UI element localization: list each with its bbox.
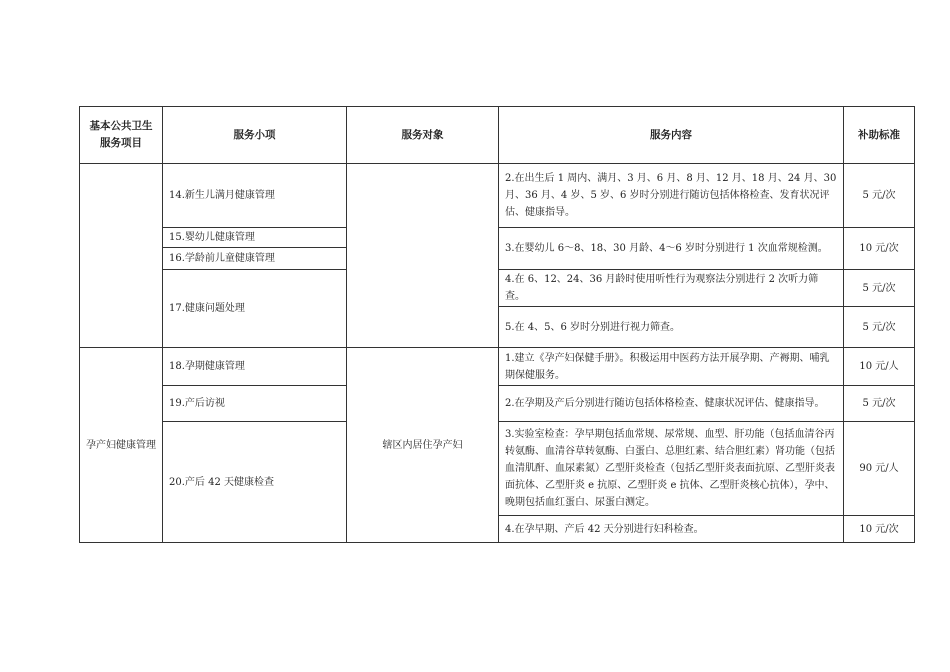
project-cell-children	[80, 164, 163, 348]
subitem-18: 18.孕期健康管理	[163, 348, 347, 386]
subsidy-cell: 90 元/人	[844, 422, 915, 516]
target-cell-children	[347, 164, 499, 348]
subsidy-cell: 5 元/次	[844, 164, 915, 228]
table-row	[80, 348, 915, 386]
subitem-15: 15.婴幼儿健康管理	[163, 228, 347, 248]
content-cell: 5.在 4、5、6 岁时分别进行视力筛查。	[499, 307, 844, 348]
content-cell: 3.在婴幼儿 6～8、18、30 月龄、4～6 岁时分别进行 1 次血常规检测。	[499, 228, 844, 270]
content-cell: 2.在出生后 1 周内、满月、3 月、6 月、8 月、12 月、18 月、24 月、30 月、36 月、4 岁、5 岁、6 岁时分别进行随访包括体格检查、发育状况评估、健康指导。	[499, 164, 844, 228]
project-cell-maternal: 孕产妇健康管理	[80, 348, 163, 543]
table-row	[80, 164, 915, 228]
content-cell: 4.在孕早期、产后 42 天分别进行妇科检查。	[499, 516, 844, 543]
header-subitem: 服务小项	[163, 107, 347, 164]
target-cell-maternal: 辖区内居住孕产妇	[347, 348, 499, 543]
subitem-19: 19.产后访视	[163, 386, 347, 422]
subsidy-cell: 10 元/次	[844, 516, 915, 543]
content-cell: 3.实验室检查：孕早期包括血常规、尿常规、血型、肝功能（包括血清谷丙转氨酶、血清谷草转氨酶、白蛋白、总胆红素、结合胆红素）肾功能（包括血清肌酐、血尿素氮）乙型肝炎检查（包括乙型肝炎表面抗原、乙型肝炎表面抗体、乙型肝炎 e 抗原、乙型肝炎 e 抗体、乙型肝炎核心抗体），孕中、晚期包括血红蛋白、尿蛋白测定。	[499, 422, 844, 516]
subsidy-cell: 5 元/次	[844, 270, 915, 307]
subitem-20: 20.产后 42 天健康检查	[163, 422, 347, 543]
header-subsidy: 补助标准	[844, 107, 915, 164]
subitem-14: 14.新生儿满月健康管理	[163, 164, 347, 228]
content-cell: 4.在 6、12、24、36 月龄时使用听性行为观察法分别进行 2 次听力筛查。	[499, 270, 844, 307]
subitem-16: 16.学龄前儿童健康管理	[163, 248, 347, 270]
service-table	[79, 106, 915, 543]
subitem-17: 17.健康问题处理	[163, 270, 347, 348]
header-content: 服务内容	[499, 107, 844, 164]
subsidy-cell: 5 元/次	[844, 307, 915, 348]
header-row	[80, 107, 915, 164]
subsidy-cell: 10 元/人	[844, 348, 915, 386]
subsidy-cell: 10 元/次	[844, 228, 915, 270]
content-cell: 1.建立《孕产妇保健手册》。积极运用中医药方法开展孕期、产褥期、哺乳期保健服务。	[499, 348, 844, 386]
header-project: 基本公共卫生服务项目	[80, 107, 163, 164]
subsidy-cell: 5 元/次	[844, 386, 915, 422]
header-target: 服务对象	[347, 107, 499, 164]
content-cell: 2.在孕期及产后分别进行随访包括体格检查、健康状况评估、健康指导。	[499, 386, 844, 422]
